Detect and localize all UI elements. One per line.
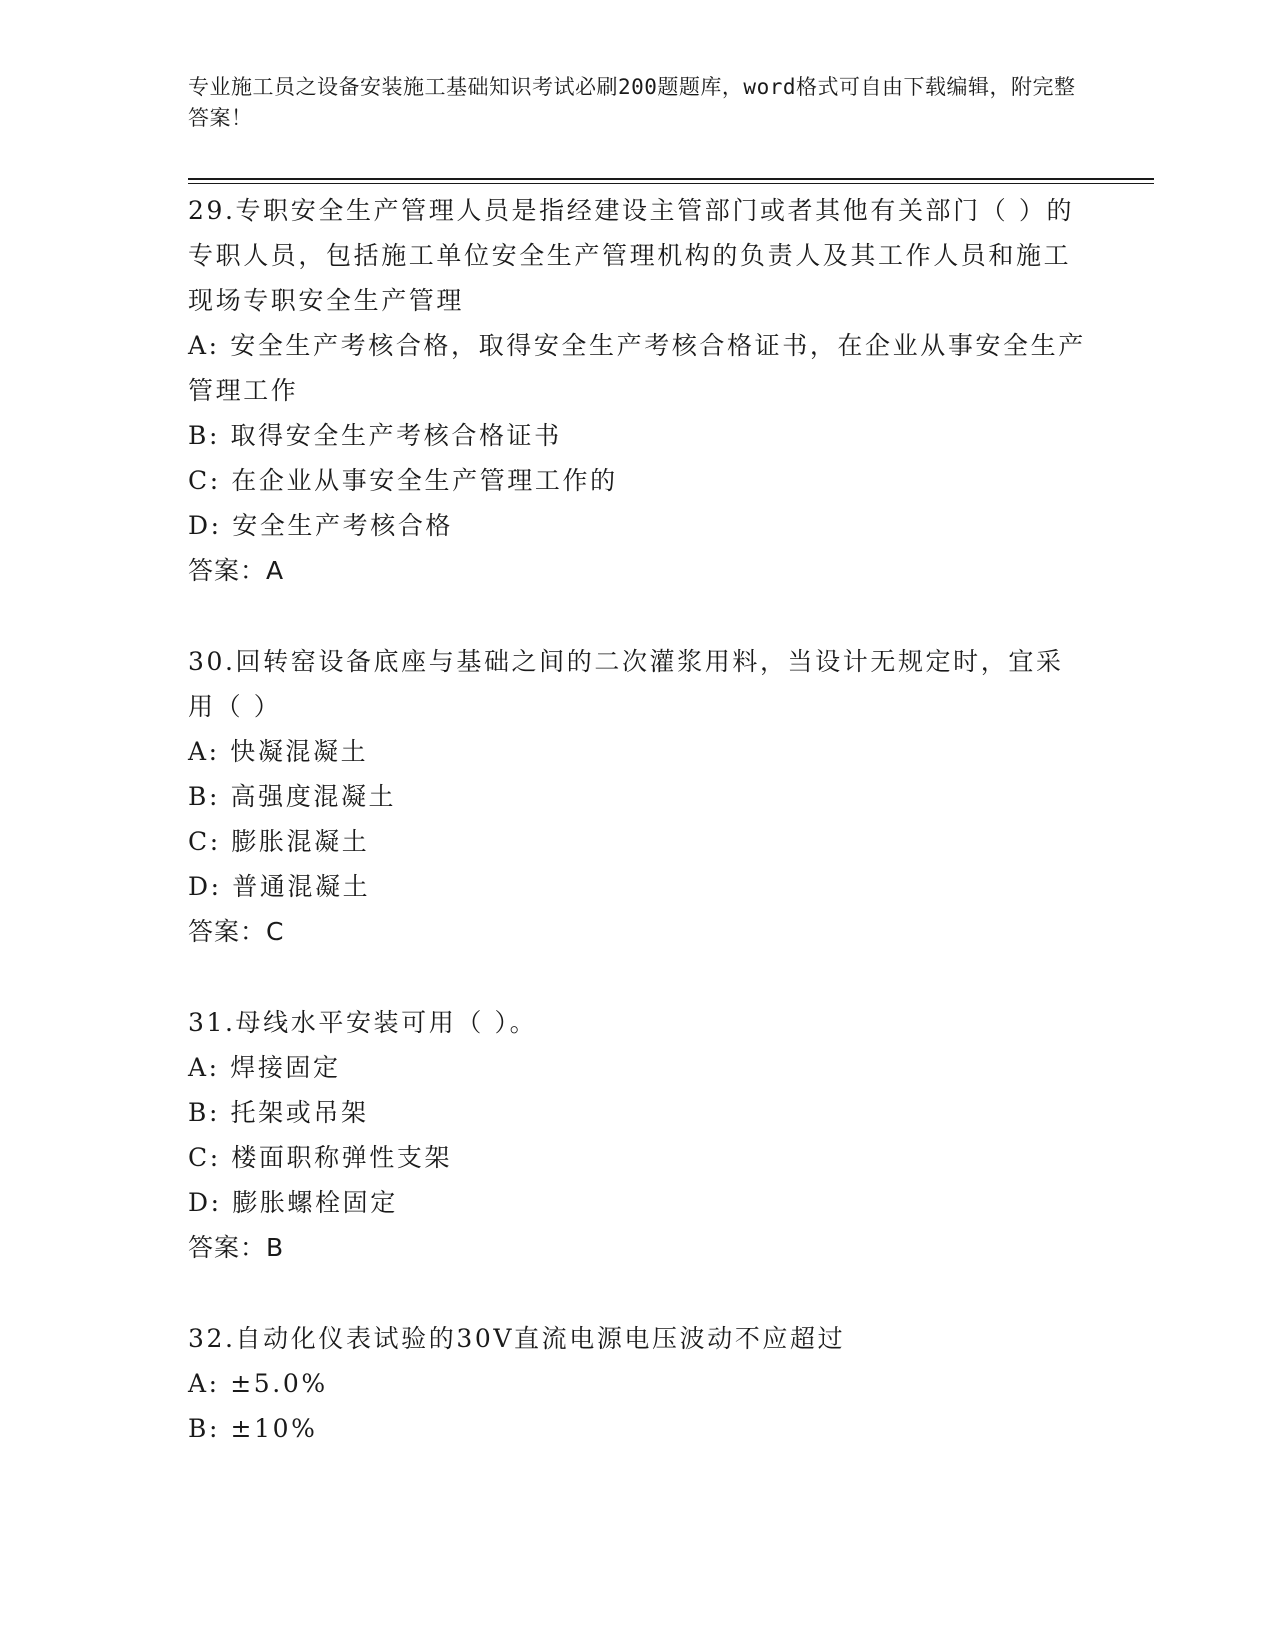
option-c: C: 膨胀混凝土 [188, 827, 370, 856]
question-29 [188, 188, 1088, 593]
option-a: A: 快凝混凝土 [188, 737, 369, 766]
question-list [188, 188, 1088, 1497]
option-d: D: 膨胀螺栓固定 [188, 1188, 398, 1217]
option-d: D: 安全生产考核合格 [188, 511, 454, 540]
option-a: A: 安全生产考核合格，取得安全生产考核合格证书，在企业从事安全生产管理工作 [188, 331, 1086, 405]
option-a: A: ±5.0% [188, 1369, 328, 1398]
question-stem: 31.母线水平安装可用（ ）。 [188, 1008, 538, 1037]
question-stem: 32.自动化仪表试验的30V直流电源电压波动不应超过 [188, 1324, 846, 1353]
question-stem: 30.回转窑设备底座与基础之间的二次灌浆用料，当设计无规定时，宜采用（ ） [188, 647, 1064, 721]
answer-label: 答案：C [188, 917, 285, 946]
option-b: B: 高强度混凝土 [188, 782, 397, 811]
answer-label: 答案：A [188, 556, 285, 585]
option-b: B: 取得安全生产考核合格证书 [188, 421, 562, 450]
option-a: A: 焊接固定 [188, 1053, 341, 1082]
option-d: D: 普通混凝土 [188, 872, 371, 901]
question-31 [188, 1000, 1088, 1270]
question-32 [188, 1316, 1088, 1451]
header-divider [188, 178, 1154, 184]
option-b: B: ±10% [188, 1414, 318, 1443]
document-header: 专业施工员之设备安装施工基础知识考试必刷200题题库，word格式可自由下载编辑，附完整答案！ [188, 75, 1076, 130]
option-b: B: 托架或吊架 [188, 1098, 369, 1127]
question-30 [188, 639, 1088, 954]
question-stem: 29.专职安全生产管理人员是指经建设主管部门或者其他有关部门（ ）的专职人员，包括施工单位安全生产管理机构的负责人及其工作人员和施工现场专职安全生产管理 [188, 196, 1075, 315]
option-c: C: 在企业从事安全生产管理工作的 [188, 466, 618, 495]
answer-label: 答案：B [188, 1233, 285, 1262]
option-c: C: 楼面职称弹性支架 [188, 1143, 453, 1172]
